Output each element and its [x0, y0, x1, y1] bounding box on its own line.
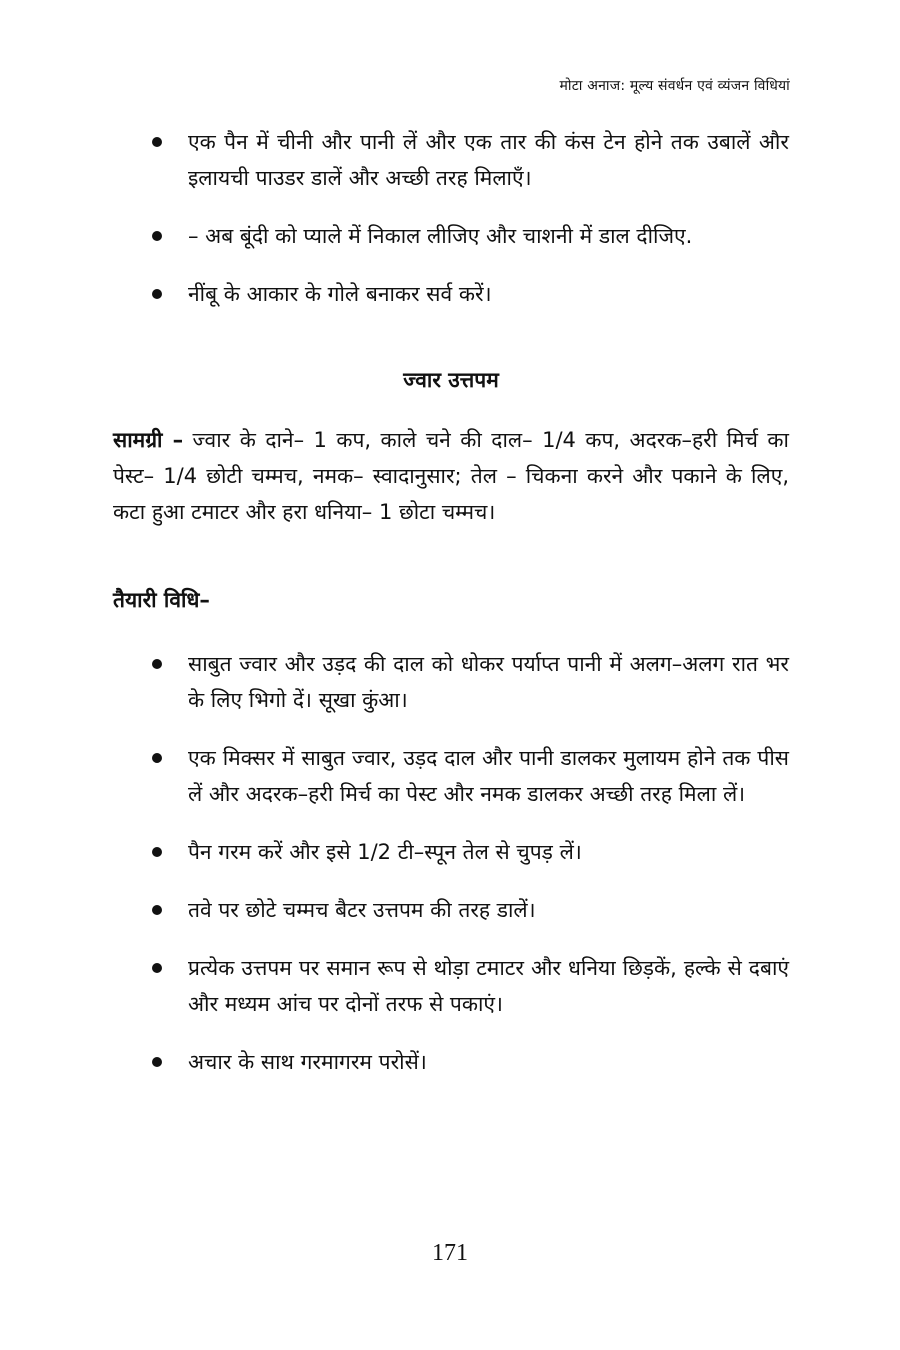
step-text: – अब बूंदी को प्याले में निकाल लीजिए और चाशनी में डाल दीजिए.	[188, 224, 693, 248]
step-text: साबुत ज्वार और उड़द की दाल को धोकर पर्याप्त पानी में अलग–अलग रात भर के लिए भिगो दें। सूखा कुंआ।	[188, 652, 789, 712]
step-text: प्रत्येक उत्तपम पर समान रूप से थोड़ा टमाटर और धनिया छिड़कें, हल्के से दबाएं और मध्यम आंच पर दोनों तरफ से पकाएं।	[188, 956, 789, 1016]
ingredients-block	[113, 422, 789, 530]
list-item	[113, 834, 789, 870]
bullet-icon	[152, 753, 162, 763]
step-text: अचार के साथ गरमागरम परोसें।	[188, 1050, 427, 1074]
ingredients-paragraph	[113, 422, 789, 530]
recipe-title-block	[113, 362, 789, 398]
ingredients-label: सामग्री –	[113, 428, 184, 452]
method-heading-block	[113, 582, 789, 618]
bullet-icon	[152, 231, 162, 241]
method-steps-list	[113, 646, 789, 1080]
step-text: पैन गरम करें और इसे 1/2 टी–स्पून तेल से चुपड़ लें।	[188, 840, 582, 864]
top-steps-block	[113, 124, 789, 312]
method-heading: तैयारी विधि–	[113, 588, 210, 612]
list-item	[113, 950, 789, 1022]
step-text: एक मिक्सर में साबुत ज्वार, उड़द दाल और पानी डालकर मुलायम होने तक पीस लें और अदरक–हरी मिर्च का पेस्ट और नमक डालकर अच्छी तरह मिला लें।	[188, 746, 789, 806]
bullet-icon	[152, 847, 162, 857]
page-number: 171	[432, 1240, 468, 1266]
list-item	[113, 218, 789, 254]
ingredients-text: ज्वार के दाने– 1 कप, काले चने की दाल– 1/4 कप, अदरक–हरी मिर्च का पेस्ट– 1/4 छोटी चम्मच, नमक– स्वादानुसार; तेल – चिकना करने और पकाने के लिए, कटा हुआ टमाटर और हरा धनिया– 1 छोटा चम्मच।	[113, 428, 789, 524]
step-text: तवे पर छोटे चम्मच बैटर उत्तपम की तरह डालें।	[188, 898, 536, 922]
method-steps-block	[113, 646, 789, 1080]
bullet-icon	[152, 963, 162, 973]
bullet-icon	[152, 905, 162, 915]
step-text: एक पैन में चीनी और पानी लें और एक तार की कंस टेन होने तक उबालें और इलायची पाउडर डालें और अच्छी तरह मिलाएँ।	[188, 130, 789, 190]
list-item	[113, 740, 789, 812]
top-steps-list	[113, 124, 789, 312]
running-header: मोटा अनाज: मूल्य संवर्धन एवं व्यंजन विधियां	[559, 78, 790, 94]
recipe-title: ज्वार उत्तपम	[403, 368, 499, 392]
bullet-icon	[152, 1057, 162, 1067]
bullet-icon	[152, 289, 162, 299]
list-item	[113, 276, 789, 312]
bullet-icon	[152, 137, 162, 147]
step-text: नींबू के आकार के गोले बनाकर सर्व करें।	[188, 282, 492, 306]
list-item	[113, 646, 789, 718]
list-item	[113, 124, 789, 196]
list-item	[113, 1044, 789, 1080]
bullet-icon	[152, 659, 162, 669]
list-item	[113, 892, 789, 928]
